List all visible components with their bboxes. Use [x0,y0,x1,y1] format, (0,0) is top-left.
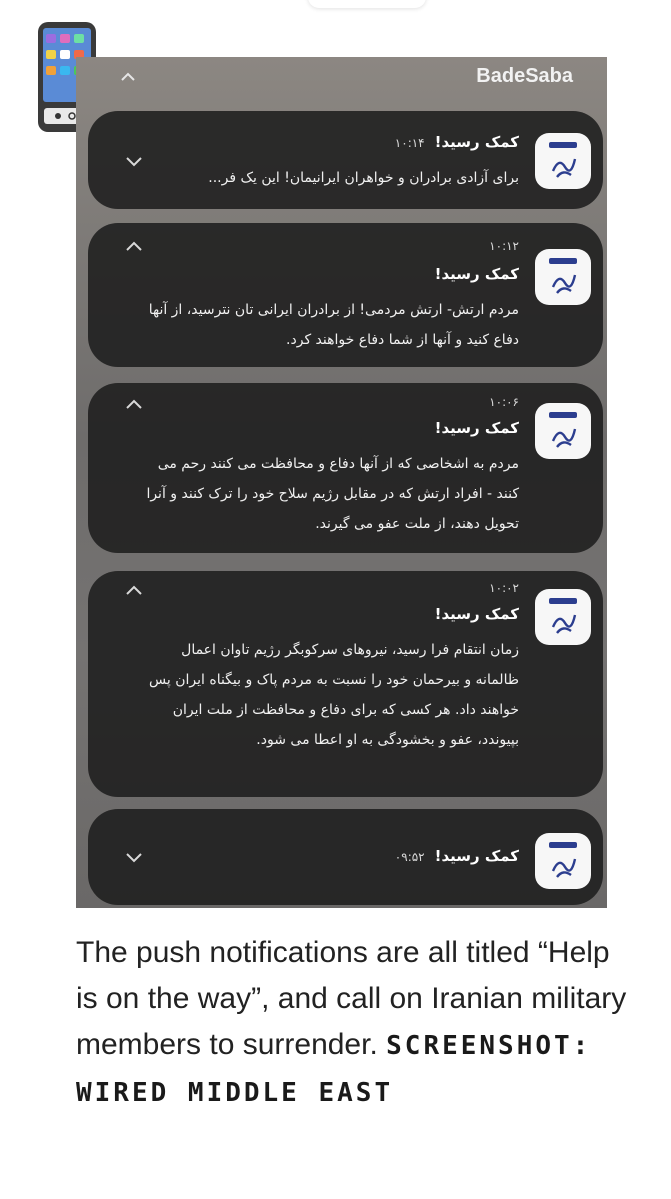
notification-screenshot [76,57,607,908]
notification-title: کمک رسید! [434,133,519,151]
notification-card[interactable] [88,809,603,905]
chevron-down-icon[interactable] [122,845,146,869]
notification-body: مردم به اشخاصی که از آنها دفاع و محافظت می کنند رحم می کنند - افراد ارتش که در مقابل رژیم سلاح خود را ترک کنند و آنرا تحویل دهند، از ملت عفو می گیرند. [146,456,519,532]
notification-title: کمک رسید! [434,265,519,283]
notification-title-row [395,133,519,151]
notification-title: کمک رسید! [434,605,519,623]
chevron-up-icon[interactable] [122,579,146,603]
app-name: BadeSaba [476,65,573,87]
notification-body: زمان انتقام فرا رسید، نیروهای سرکوبگر رژیم تاوان اعمال ظالمانه و بیرحمان خود را نسبت به مردم پاک و بیگناه ایران پس خواهند داد. هر کسی که برای دفاع و محافظت از ملت ایران بپیوندد، عفو و بخشودگی به او اعطا می شود. [149,642,519,748]
notification-title-row [395,847,519,865]
chevron-up-icon[interactable] [122,393,146,417]
top-tab-pill [308,0,426,8]
notification-card[interactable] [88,571,603,797]
image-caption [76,930,636,1116]
badesaba-app-icon [535,403,591,459]
notification-time: ۰۹:۵۲ [394,850,425,864]
badesaba-app-icon [535,133,591,189]
notification-time: ۱۰:۰۶ [489,395,519,409]
app-group-header[interactable] [76,57,607,107]
notification-body: مردم ارتش- ارتش مردمی! از برادران ایرانی تان نترسید، از آنها دفاع کنید و آنها از شما دفاع خواهند کرد. [148,302,519,348]
notification-title: کمک رسید! [434,419,519,437]
caption-text: The push notifications are all titled “Help is on the way”, and call on Iranian military members to surrender. [76,936,627,1061]
caption-credit: SCREENSHOT: WIRED MIDDLE EAST [76,1031,592,1108]
chevron-up-icon[interactable] [122,235,146,259]
notification-time: ۱۰:۰۲ [489,581,519,595]
chevron-up-icon[interactable] [118,67,138,87]
notification-time: ۱۰:۱۲ [489,239,519,253]
notification-card[interactable] [88,111,603,209]
badesaba-app-icon [535,833,591,889]
badesaba-app-icon [535,589,591,645]
notification-title: کمک رسید! [434,847,519,865]
notification-time: ۱۰:۱۴ [394,136,425,150]
badesaba-app-icon [535,249,591,305]
notification-card[interactable] [88,383,603,553]
notification-card[interactable] [88,223,603,367]
notification-body: برای آزادی برادران و خواهران ایرانیمان! این یک فر... [208,170,519,186]
